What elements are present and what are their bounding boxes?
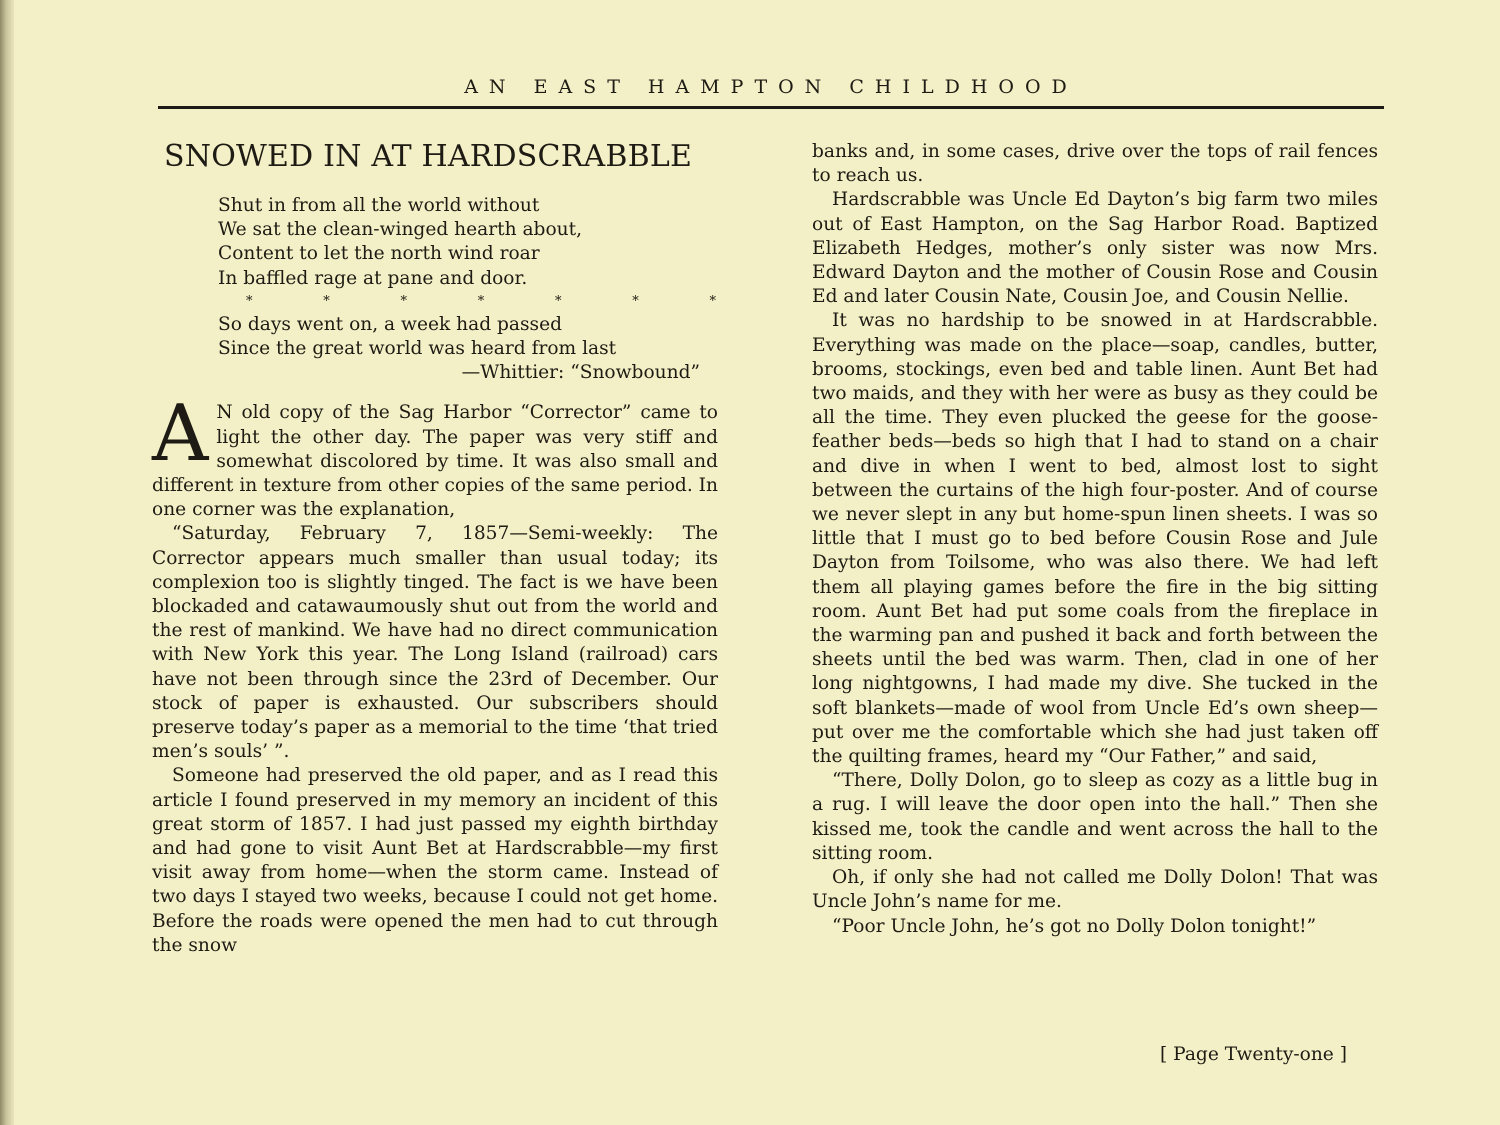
right-column xyxy=(812,140,1378,939)
poem-line: We sat the clean-winged hearth about, xyxy=(218,219,582,241)
poem-line: Content to let the north wind roar xyxy=(218,243,540,265)
poem-line: So days went on, a week had passed xyxy=(218,313,563,335)
paragraph xyxy=(152,389,718,522)
left-column xyxy=(152,140,718,958)
paragraph: “Poor Uncle John, he’s got no Dolly Dolon tonight!” xyxy=(832,915,1317,937)
star: * xyxy=(477,293,485,309)
poem-attribution: —Whittier: “Snowbound” xyxy=(461,362,700,384)
paragraph: Hardscrabble was Uncle Ed Dayton’s big farm two miles out of East Hampton, on the Sag Harbor Road. Baptized Elizabeth Hedges, mother’s only sister was now Mrs. Edward Dayton and the mother of Cousin Rose and Cousin Ed and later Cousin Nate, Cousin Joe, and Cousin Nellie. xyxy=(812,189,1378,308)
running-header: AN EAST HAMPTON CHILDHOOD xyxy=(464,76,1078,98)
poem-line: Shut in from all the world without xyxy=(218,195,540,216)
star: * xyxy=(323,293,330,309)
paragraph: Someone had preserved the old paper, and as I read this article I found preserved in my memory an incident of this great storm of 1857. I had just passed my eighth birthday and had gone to visit Aunt Bet at Hardscrabble—my first visit away from home—when the storm came. Instead of two days I stayed two weeks, because I could not get home. Before the roads were opened the men had to cut through the snow xyxy=(152,765,718,956)
star: * xyxy=(246,293,253,309)
epigraph-poem xyxy=(218,194,718,385)
paragraph: “Saturday, February 7, 1857—Semi-weekly: The Corrector appears much smaller than usual today; its complexion too is slightly tinged. The fact is we have been blockaded and catawaumously shut out from the world and the rest of mankind. We have had no direct communication with New York this year. The Long Island (railroad) cars have not been through since the 23rd of December. Our stock of paper is exhausted. Our subscribers should preserve today’s paper as a memorial to the time ‘that tried men’s souls’ ”. xyxy=(152,523,718,763)
star: * xyxy=(555,293,562,309)
paragraph-text: N old copy of the Sag Harbor “Corrector” came to light the other day. The paper was very stiff and somewhat discolored by time. It was also small and different in texture from other copies of the same period. In one corner was the explanation, xyxy=(152,402,718,521)
poem-line: Since the great world was heard from last xyxy=(218,338,617,360)
drop-cap: A xyxy=(152,389,209,480)
poem-line: In baffled rage at pane and door. xyxy=(218,267,528,289)
header-rule xyxy=(158,106,1384,109)
paragraph: Oh, if only she had not called me Dolly Dolon! That was Uncle John’s name for me. xyxy=(812,867,1378,913)
star: * xyxy=(709,293,716,309)
book-binding-shadow xyxy=(0,0,14,1125)
paragraph: banks and, in some cases, drive over the tops of rail fences to reach us. xyxy=(812,141,1378,187)
page-number: [ Page Twenty-one ] xyxy=(1160,1044,1347,1065)
star: * xyxy=(632,293,639,309)
paragraph: “There, Dolly Dolon, go to sleep as cozy as a little bug in a rug. I will leave the door open into the hall.” Then she kissed me, took the candle and went across the hall to the sitting room. xyxy=(812,770,1378,864)
asterism xyxy=(246,291,716,313)
paragraph: It was no hardship to be snowed in at Hardscrabble. Everything was made on the place—soap, candles, butter, brooms, stockings, even bed and table linen. Aunt Bet had two maids, and they with her were as busy as they could be all the time. They even plucked the geese for the goose-feather beds—beds so high that I had to stand on a chair and dive in when I went to bed, almost lost to sight between the curtains of the high four-poster. And of course we never slept in any but home-spun linen sheets. I was so little that I must go to bed before Cousin Rose and Jule Dayton from Toilsome, who was also there. We had left them all playing games before the fire in the big sitting room. Aunt Bet had put some coals from the fireplace in the warming pan and pushed it back and forth between the sheets until the bed was warm. Then, clad in one of her long nightgowns, I had made my dive. She tucked in the soft blankets—made of wool from Uncle Ed’s own sheep—put over me the comfortable which she had just taken off the quilting frames, heard my “Our Father,” and said, xyxy=(812,310,1378,768)
article-title: SNOWED IN AT HARDSCRABBLE xyxy=(164,139,693,174)
star: * xyxy=(400,293,407,309)
